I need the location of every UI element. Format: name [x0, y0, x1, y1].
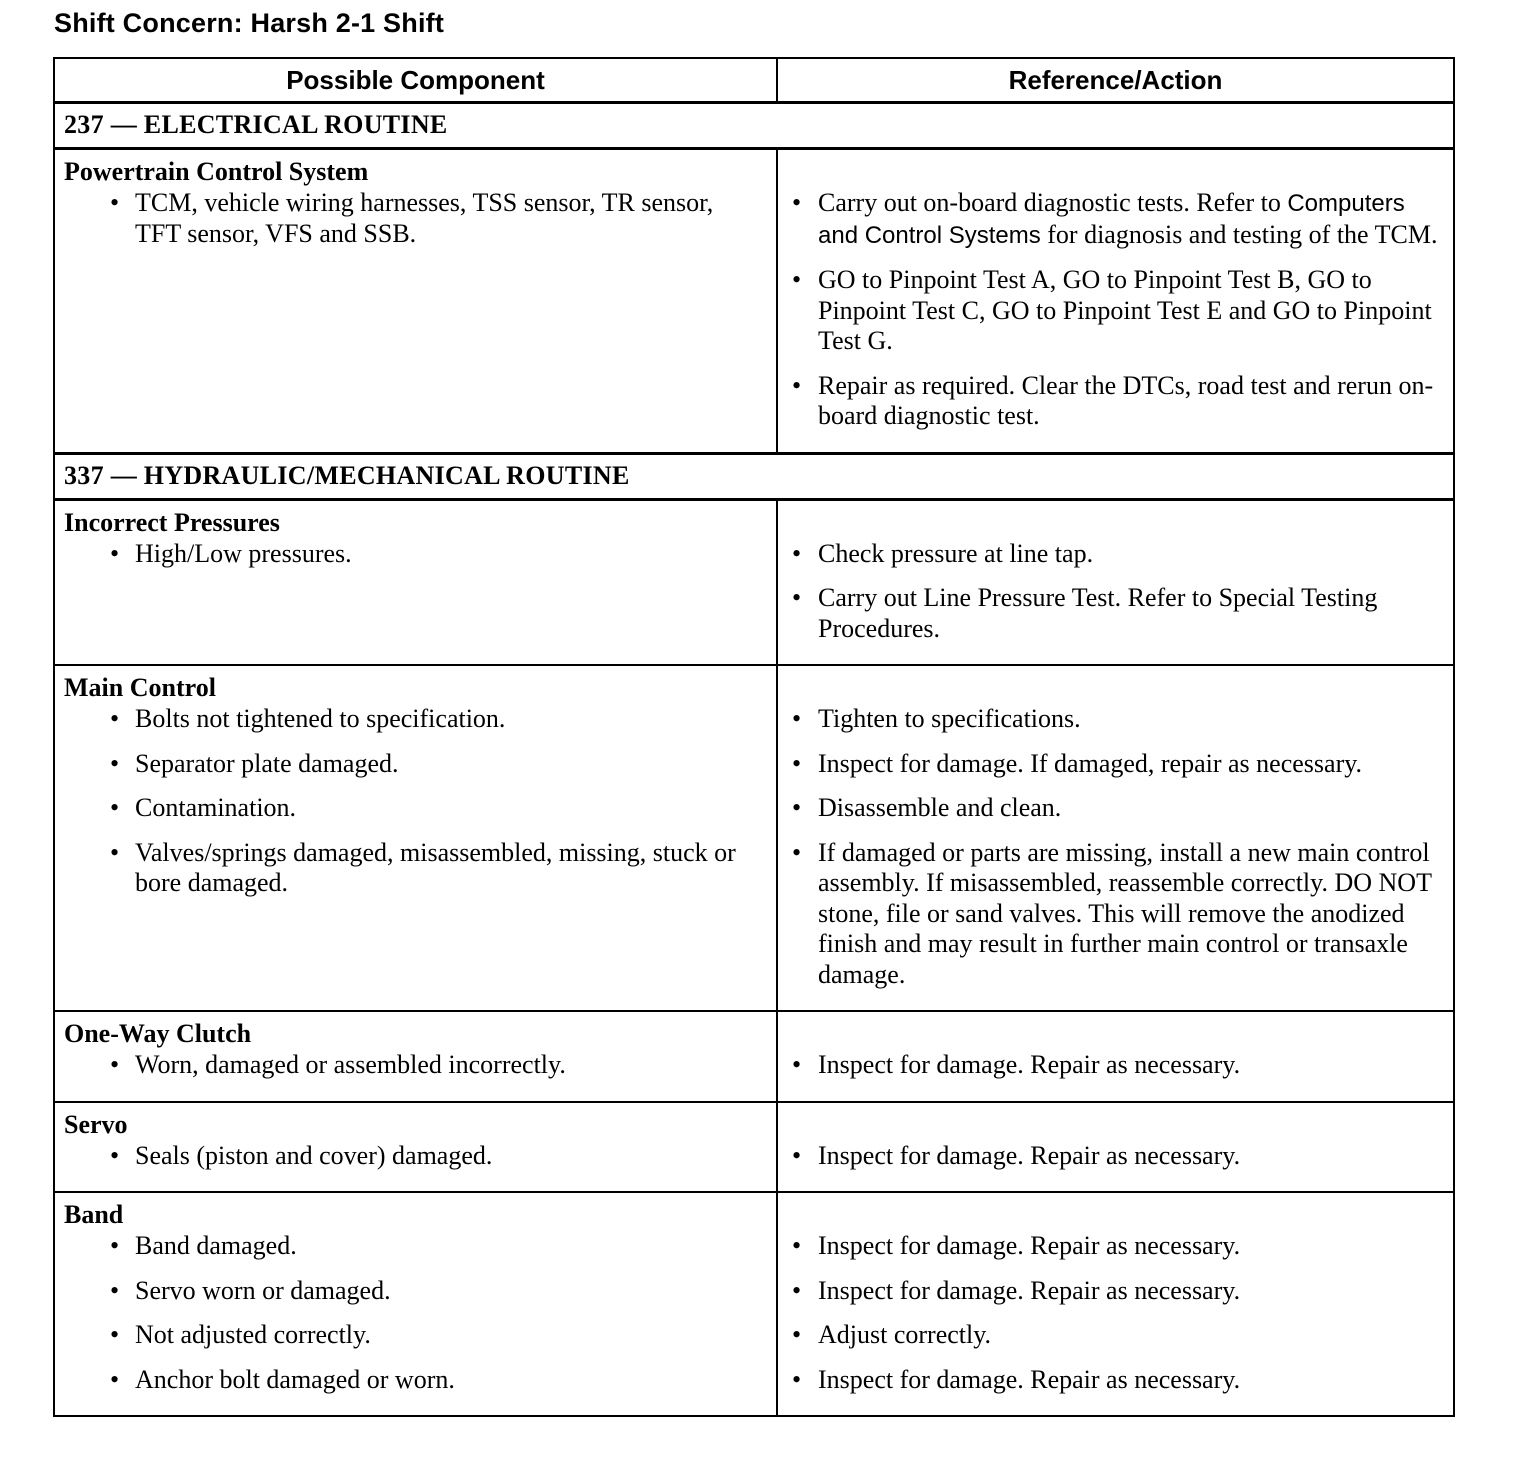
bullet-icon: • — [110, 793, 120, 822]
action-item: • Check pressure at line tap. — [792, 538, 1094, 568]
component-item: • Worn, damaged or assembled incorrectly. — [110, 1050, 566, 1079]
action-cell — [777, 1011, 1454, 1102]
bullet-icon: • — [110, 837, 120, 867]
component-cell — [54, 1102, 777, 1193]
action-cell — [777, 1102, 1454, 1193]
component-item: • Seals (piston and cover) damaged. — [110, 1140, 493, 1170]
action-item: • Repair as required. Clear the DTCs, road test and rerun on-board diagnostic test. — [792, 370, 1434, 430]
table-row — [54, 1192, 1454, 1416]
bullet-icon: • — [792, 704, 802, 733]
column-header-action: Reference/Action — [777, 58, 1454, 103]
table-row — [54, 499, 1454, 665]
bullet-icon: • — [110, 188, 120, 217]
action-item: • Inspect for damage. Repair as necessary. — [792, 1275, 1241, 1305]
bullet-icon: • — [792, 748, 802, 778]
action-cell — [777, 665, 1454, 1011]
bullet-icon: • — [792, 1320, 802, 1349]
table-row — [54, 665, 1454, 1011]
component-cell — [54, 149, 777, 454]
action-cell — [777, 1192, 1454, 1416]
component-cell — [54, 1192, 777, 1416]
category-title: Main Control — [64, 673, 216, 702]
category-title: Incorrect Pressures — [64, 507, 280, 537]
routine-row — [54, 453, 1454, 499]
component-item: • Servo worn or damaged. — [110, 1275, 391, 1305]
table-header-row — [54, 58, 1454, 103]
bullet-icon: • — [792, 538, 802, 568]
bullet-icon: • — [792, 370, 802, 400]
action-item: • GO to Pinpoint Test A, GO to Pinpoint Test B, GO to Pinpoint Test C, GO to Pinpoint Test E and GO to Pinpoint Test G. — [792, 265, 1432, 355]
action-item: • Carry out on-board diagnostic tests. Refer to Computers and Control Systems for diagnosis and testing of the TCM. — [792, 188, 1438, 249]
table-row — [54, 1102, 1454, 1193]
component-cell — [54, 665, 777, 1011]
bullet-icon: • — [792, 793, 802, 822]
component-item: • Valves/springs damaged, misassembled, missing, stuck or bore damaged. — [110, 837, 736, 897]
action-item: • Disassemble and clean. — [792, 793, 1062, 822]
component-item: • Bolts not tightened to specification. — [110, 704, 506, 733]
page-title: Shift Concern: Harsh 2-1 Shift — [54, 8, 445, 38]
table-row — [54, 1011, 1454, 1102]
bullet-icon: • — [792, 1231, 802, 1260]
bullet-icon: • — [110, 748, 120, 778]
action-item: • Inspect for damage. Repair as necessary. — [792, 1140, 1241, 1170]
bullet-icon: • — [792, 1275, 802, 1305]
bullet-icon: • — [110, 538, 120, 568]
routine-row — [54, 103, 1454, 149]
table-row — [54, 149, 1454, 454]
action-item: • Tighten to specifications. — [792, 704, 1081, 733]
bullet-icon: • — [792, 837, 802, 867]
component-item: • Not adjusted correctly. — [110, 1320, 371, 1349]
bullet-icon: • — [792, 1364, 802, 1394]
component-cell — [54, 1011, 777, 1102]
bullet-icon: • — [110, 1050, 120, 1079]
action-item: • If damaged or parts are missing, install a new main control assembly. If misassembled, reassemble correctly. DO NOT stone, file or sand valves. This will remove the anodized finish and may result in further main control or transaxle damage. — [792, 837, 1432, 989]
diagnosis-table — [53, 57, 1455, 1417]
bullet-icon: • — [792, 1140, 802, 1170]
component-item: • TCM, vehicle wiring harnesses, TSS sensor, TR sensor, TFT sensor, VFS and SSB. — [110, 188, 714, 248]
component-item: • Anchor bolt damaged or worn. — [110, 1364, 455, 1394]
bullet-icon: • — [110, 1275, 120, 1305]
action-cell — [777, 149, 1454, 454]
routine-heading-hydraulic: 337 — HYDRAULIC/MECHANICAL ROUTINE — [54, 453, 1454, 499]
cross-reference: Computers and Control Systems — [818, 190, 1405, 249]
component-item: • Contamination. — [110, 793, 297, 822]
category-title: One-Way Clutch — [64, 1019, 252, 1048]
category-title: Band — [64, 1200, 124, 1229]
column-header-component: Possible Component — [54, 58, 777, 103]
action-item: • Inspect for damage. If damaged, repair as necessary. — [792, 748, 1363, 778]
routine-heading-electrical: 237 — ELECTRICAL ROUTINE — [54, 103, 1454, 149]
bullet-icon: • — [110, 1364, 120, 1394]
bullet-icon: • — [792, 583, 802, 612]
category-title: Powertrain Control System — [64, 157, 369, 186]
bullet-icon: • — [110, 1231, 120, 1260]
bullet-icon: • — [792, 188, 802, 217]
action-item: • Inspect for damage. Repair as necessary. — [792, 1364, 1241, 1394]
bullet-icon: • — [110, 1140, 120, 1170]
bullet-icon: • — [110, 1320, 120, 1349]
bullet-icon: • — [792, 265, 802, 294]
component-item: • Separator plate damaged. — [110, 748, 399, 778]
component-cell — [54, 499, 777, 665]
action-item: • Inspect for damage. Repair as necessary. — [792, 1050, 1241, 1079]
action-item: • Adjust correctly. — [792, 1320, 992, 1349]
action-item: • Inspect for damage. Repair as necessary. — [792, 1231, 1241, 1260]
component-item: • Band damaged. — [110, 1231, 297, 1260]
action-cell — [777, 499, 1454, 665]
action-item: • Carry out Line Pressure Test. Refer to Special Testing Procedures. — [792, 583, 1378, 643]
component-item: • High/Low pressures. — [110, 538, 352, 568]
category-title: Servo — [64, 1109, 128, 1139]
bullet-icon: • — [110, 704, 120, 733]
bullet-icon: • — [792, 1050, 802, 1079]
